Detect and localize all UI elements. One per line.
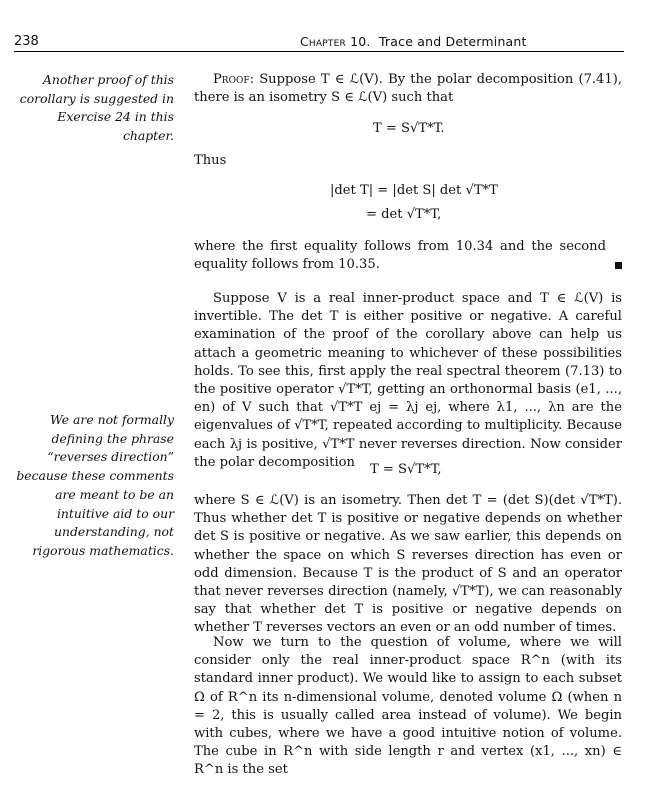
equation-polar-decomposition: T = S√T*T, [370,462,442,477]
header-rule [14,51,624,52]
equation-det-line2: = det √T*T, [366,207,442,222]
proof-intro [194,71,622,107]
chapter-label: Chapter 10. [300,34,371,49]
paragraph-volume [194,634,622,780]
proof-conclusion: where the first equality follows from 10.34 and the second equality follows from 10.35. [194,239,606,273]
equation-polar: T = S√T*T. [373,121,445,136]
page-number: 238 [14,34,39,49]
paragraph-isometry [194,492,622,638]
running-header [300,34,527,49]
proof-intro-text: Suppose T ∈ ℒ(V). By the polar decomposition (7.41), there is an isometry S ∈ ℒ(V) such that [194,72,622,106]
margin-note-proof: Another proof of this corollary is suggested in Exercise 24 in this chapter. [19,72,174,144]
paragraph-volume-text: Now we turn to the question of volume, where we will consider only the real inner-product space R^n (with its standard inner product). We would like to assign to each subset Ω of R^n its n-dimensional volume, denoted volume Ω (when n = 2, this is usually called area instead of volume). We begin with cubes, where we have a good intuitive notion of volume. The cube in R^n with side length r and vertex (x1, ..., xn) ∈ R^n is the set [194,635,622,778]
equation-det-line1: |det T| = |det S| det √T*T [330,183,498,198]
qed-symbol [615,262,622,269]
chapter-title: Trace and Determinant [378,34,527,49]
margin-note-reverses-direction: We are not formally defining the phrase “reverses direction” because these comments are meant to be an intuitive aid to our understanding, not rigorous mathematics. [16,412,174,558]
proof-thus: Thus [194,153,227,168]
proof-label: Proof: [213,72,254,87]
paragraph-determinant-sign [194,290,622,472]
paragraph-isometry-text: where S ∈ ℒ(V) is an isometry. Then det T = (det S)(det √T*T). Thus whether det T is positive or negative depends on whether det S is positive or negative. As we saw earlier, this depends on whether the space on which S reverses direction has even or odd dimension. Because T is the product of S and an operator that never reverses direction (namely, √T*T), we can reasonably say that whether det T is positive or negative depends on whether T reverses vectors an even or an odd number of times. [194,493,622,636]
paragraph-determinant-sign-text: Suppose V is a real inner-product space and T ∈ ℒ(V) is invertible. The det T is either positive or negative. A careful examination of the proof of the corollary above can help us attach a geometric meaning to whichever of these possibilities holds. To see this, first apply the real spectral theorem (7.13) to the positive operator √T*T, getting an orthonormal basis (e1, ..., en) of V such that √T*T ej = λj ej, where λ1, ..., λn are the eigenvalues of √T*T, repeated according to multiplicity. Because each λj is positive, √T*T never reverses direction. Now consider the polar decomposition [194,291,622,470]
